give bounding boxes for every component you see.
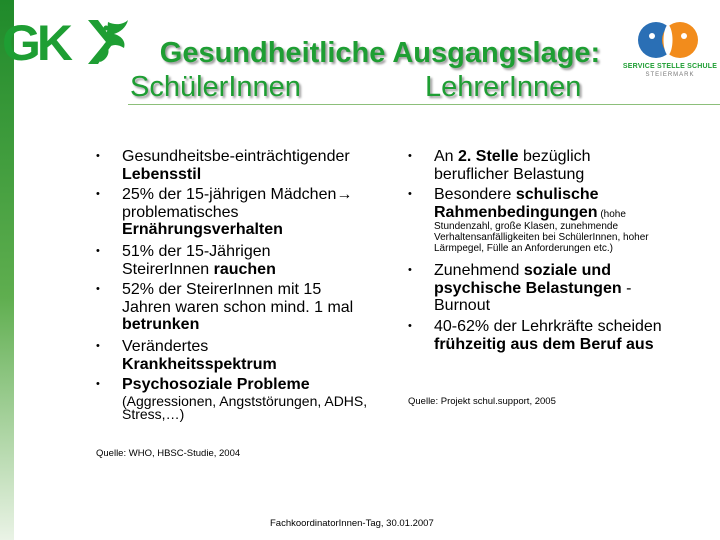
arrow-right-icon: → (336, 186, 353, 203)
partner-logo-line1: SERVICE STELLE SCHULE (622, 63, 718, 70)
bullet: • (96, 188, 100, 200)
list-item (122, 243, 322, 278)
bullet: • (96, 283, 100, 295)
list-item-bold: schulische Rahmenbedingungen (434, 186, 599, 221)
list-item-bold: rauchen (213, 260, 276, 278)
list-item-text: 51% der 15-Jährigen SteirerInnen (122, 243, 271, 278)
list-item (122, 281, 362, 334)
subtitle-left: SchülerInnen (130, 71, 301, 103)
list-item-bold: betrunken (122, 316, 200, 333)
bullet: • (408, 264, 412, 276)
list-item-text: Besondere (434, 186, 516, 203)
service-stelle-schule-logo-icon (622, 18, 718, 80)
list-item (434, 318, 682, 353)
bullet: • (96, 340, 100, 352)
list-item-text: 40-62% der Lehrkräfte scheiden (434, 318, 662, 335)
list-item-bold: 2. Stelle (458, 148, 519, 165)
right-source: Quelle: Projekt schul.support, 2005 (408, 396, 556, 407)
svg-text:GK: GK (2, 15, 69, 68)
bullet: • (408, 188, 412, 200)
title-divider (128, 104, 720, 105)
list-item-note: (Aggressionen, Angststörungen, ADHS, Stress,…) (122, 392, 368, 422)
list-item (122, 338, 384, 373)
bullet: • (96, 245, 100, 257)
list-item-text: problematisches (122, 203, 239, 221)
page-title: Gesundheitliche Ausgangslage: (159, 37, 601, 69)
partner-logo-line2: STEIERMARK (645, 72, 695, 78)
bullet: • (408, 320, 412, 332)
list-item-text: Gesundheitsbe-einträchtigender (122, 148, 350, 165)
list-item-text: Verändertes (122, 338, 209, 355)
list-item-text: bezüglich beruflicher Belastung (434, 148, 591, 183)
list-item-text: 52% der SteirerInnen mit 15 Jahren waren schon mind. 1 mal (122, 281, 354, 316)
list-item-note: Stundenzahl, große Klasen, zunehmende Verhaltensanfälligkeiten bei SchülerInnen, hoher Lärmpegel, Fülle an Anforderungen etc.) (434, 221, 649, 254)
list-item-bold: Krankheitsspektrum (122, 355, 277, 373)
list-item-text: An (434, 148, 459, 165)
list-item (122, 376, 384, 421)
list-item (434, 186, 674, 254)
left-source: Quelle: WHO, HBSC-Studie, 2004 (96, 448, 241, 459)
list-item-bold: Ernährungsverhalten (122, 221, 283, 238)
list-item (122, 186, 384, 239)
list-item-bold: frühzeitig aus dem Beruf aus (434, 335, 654, 353)
list-item-text: 25% der 15-jährigen Mädchen (122, 186, 337, 203)
list-item (434, 148, 654, 183)
bullet: • (96, 150, 100, 162)
green-sidebar (0, 0, 14, 540)
footer-text: FachkoordinatorInnen-Tag, 30.01.2007 (270, 518, 434, 529)
list-item-text: - Burnout (434, 279, 632, 314)
bullet: • (96, 378, 100, 390)
bullet: • (408, 150, 412, 162)
list-item-bold: Psychosoziale Probleme (122, 376, 310, 393)
list-item-bold: soziale und psychische Belastungen (434, 262, 622, 297)
list-item-note: (hohe (597, 208, 626, 220)
list-item-bold: Lebensstil (122, 165, 202, 183)
list-item (434, 262, 674, 315)
subtitle-right: LehrerInnen (425, 71, 582, 103)
list-item-text: Zunehmend (434, 262, 524, 279)
list-item (122, 148, 384, 183)
